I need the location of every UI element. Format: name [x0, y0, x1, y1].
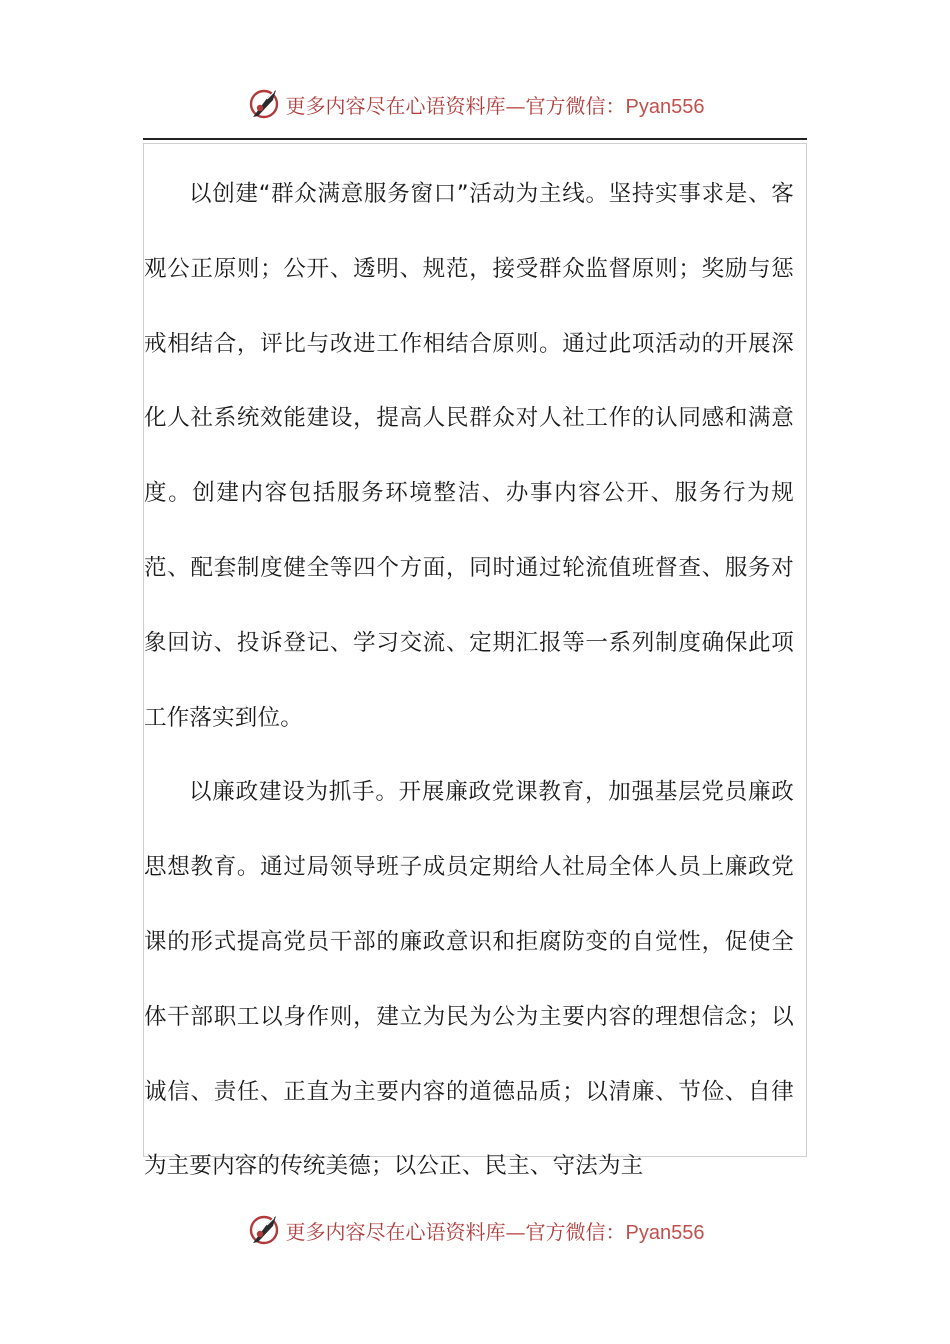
header-divider — [143, 138, 807, 140]
banner-wechat-handle: Pyan556 — [625, 1221, 705, 1244]
quill-pen-circle-icon — [246, 86, 282, 122]
banner-text — [286, 1216, 705, 1245]
banner-text — [286, 90, 705, 119]
footer-banner — [0, 1208, 950, 1252]
banner-wechat-handle: Pyan556 — [625, 95, 705, 118]
paragraph-1: 以创建“群众满意服务窗口”活动为主线。坚持实事求是、客观公正原则；公开、透明、规范，接受群众监督原则；奖励与惩戒相结合，评比与改进工作相结合原则。通过此项活动的开展深化人社系统效能建设，提高人民群众对人社工作的认同感和满意度。创建内容包括服务环境整洁、办事内容公开、服务行为规范、配套制度健全等四个方面，同时通过轮流值班督查、服务对象回访、投诉登记、学习交流、定期汇报等一系列制度确保此项工作落实到位。 — [144, 181, 794, 731]
header-banner — [0, 82, 950, 126]
banner-message: 更多内容尽在心语资料库—官方微信： — [285, 1219, 626, 1244]
quill-pen-circle-icon — [246, 1212, 282, 1248]
paragraph-2: 以廉政建设为抓手。开展廉政党课教育，加强基层党员廉政思想教育。通过局领导班子成员定期给人社局全体人员上廉政党课的形式提高党员干部的廉政意识和拒腐防变的自觉性，促使全体干部职工以身作则，建立为民为公为主要内容的理想信念；以诚信、责任、正直为主要内容的道德品质；以清廉、节俭、自律为主要内容的传统美德；以公正、民主、守法为主 — [144, 779, 794, 1180]
banner-message: 更多内容尽在心语资料库—官方微信： — [285, 93, 626, 118]
document-body — [144, 144, 794, 1204]
page-frame — [143, 143, 807, 1180]
